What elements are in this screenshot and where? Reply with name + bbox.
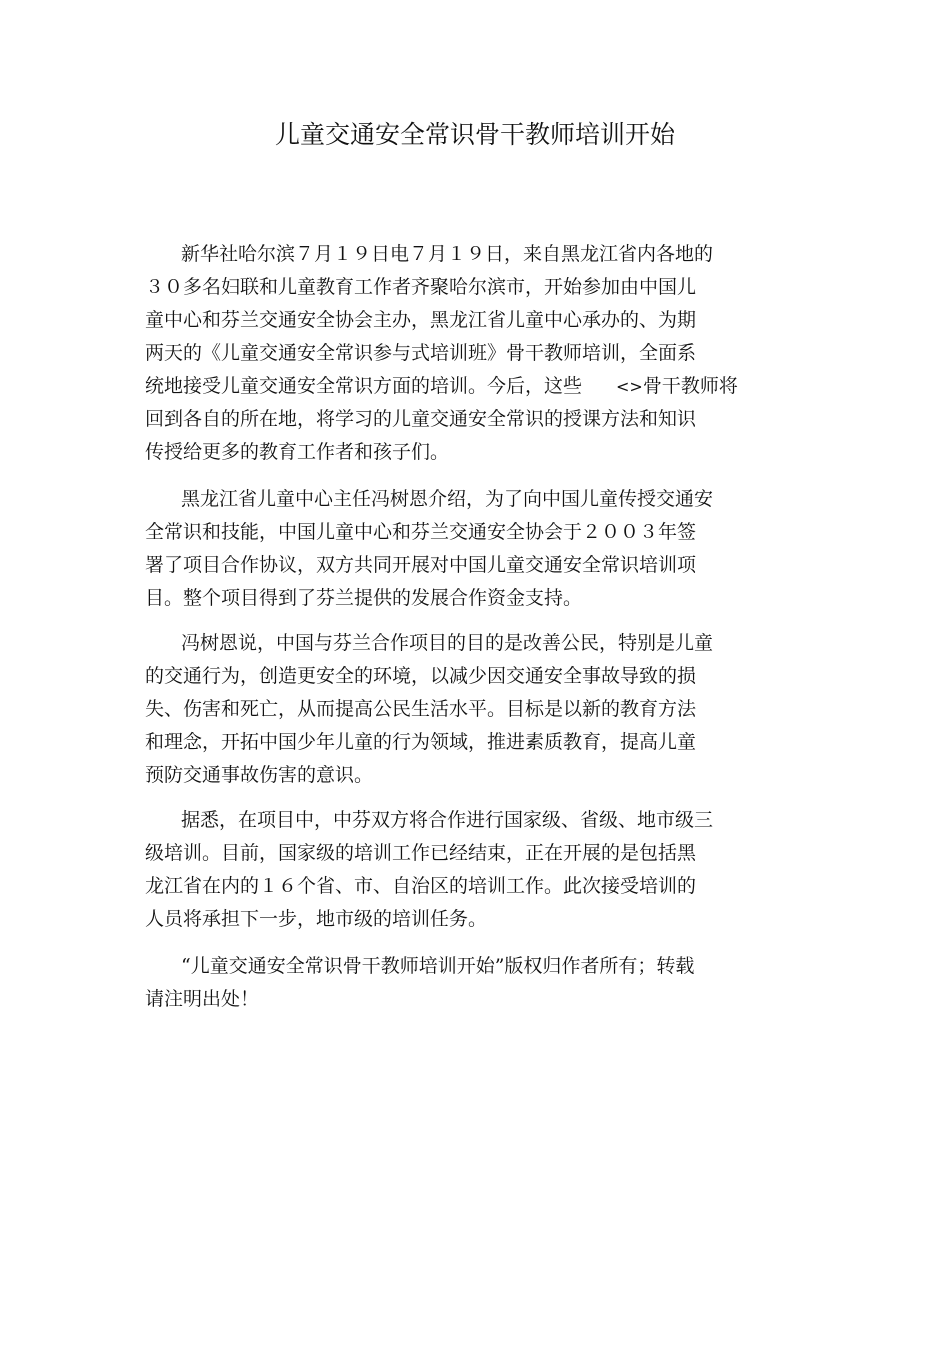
text-line: 回到各自的所在地，将学习的儿童交通安全常识的授课方法和知识 (145, 408, 697, 430)
document-title: 儿童交通安全常识骨干教师培训开始 (274, 120, 675, 149)
text-line: 新华社哈尔滨７月１９日电７月１９日，来自黑龙江省内各地的 (181, 243, 714, 265)
text-line: 两天的《儿童交通安全常识参与式培训班》骨干教师培训，全面系 (145, 342, 697, 364)
text-line: “儿童交通安全常识骨干教师培训开始”版权归作者所有；转载 (181, 955, 695, 977)
text-line: 人员将承担下一步，地市级的培训任务。 (145, 908, 488, 930)
text-line: 的交通行为，创造更安全的环境，以减少因交通安全事故导致的损 (145, 665, 697, 687)
text-line: 署了项目合作协议，双方共同开展对中国儿童交通安全常识培训项 (145, 554, 697, 576)
text-line-with-mark (145, 370, 785, 403)
text-line: 失、伤害和死亡，从而提高公民生活水平。目标是以新的教育方法 (145, 698, 697, 720)
document-body (145, 238, 785, 1016)
text-line: 黑龙江省儿童中心主任冯树恩介绍，为了向中国儿童传授交通安 (181, 488, 714, 510)
text-line: 童中心和芬兰交通安全协会主办，黑龙江省儿童中心承办的、为期 (145, 309, 697, 331)
text-line: 全常识和技能，中国儿童中心和芬兰交通安全协会于２００３年签 (145, 521, 697, 543)
paragraph-5 (145, 950, 785, 1016)
text-line: 和理念，开拓中国少年儿童的行为领域，推进素质教育，提高儿童 (145, 731, 697, 753)
text-fragment: 骨干教师将 (642, 375, 738, 397)
inline-mark: <> (616, 377, 643, 396)
text-line: 传授给更多的教育工作者和孩子们。 (145, 441, 450, 463)
paragraph-4 (145, 804, 785, 936)
paragraph-1 (145, 238, 785, 469)
text-line: 据悉，在项目中，中芬双方将合作进行国家级、省级、地市级三 (181, 809, 714, 831)
text-line: 目。整个项目得到了芬兰提供的发展合作资金支持。 (145, 587, 583, 609)
text-line: ３０多名妇联和儿童教育工作者齐聚哈尔滨市，开始参加由中国儿 (145, 276, 697, 298)
text-line: 预防交通事故伤害的意识。 (145, 764, 374, 786)
text-line: 级培训。目前，国家级的培训工作已经结束，正在开展的是包括黑 (145, 842, 697, 864)
paragraph-3 (145, 627, 785, 792)
text-line: 请注明出处！ (145, 988, 260, 1010)
text-line: 冯树恩说，中国与芬兰合作项目的目的是改善公民，特别是儿童 (181, 632, 714, 654)
text-fragment: 统地接受儿童交通安全常识方面的培训。今后，这些 (145, 375, 583, 397)
paragraph-2 (145, 483, 785, 615)
text-line: 龙江省在内的１６个省、市、自治区的培训工作。此次接受培训的 (145, 875, 697, 897)
